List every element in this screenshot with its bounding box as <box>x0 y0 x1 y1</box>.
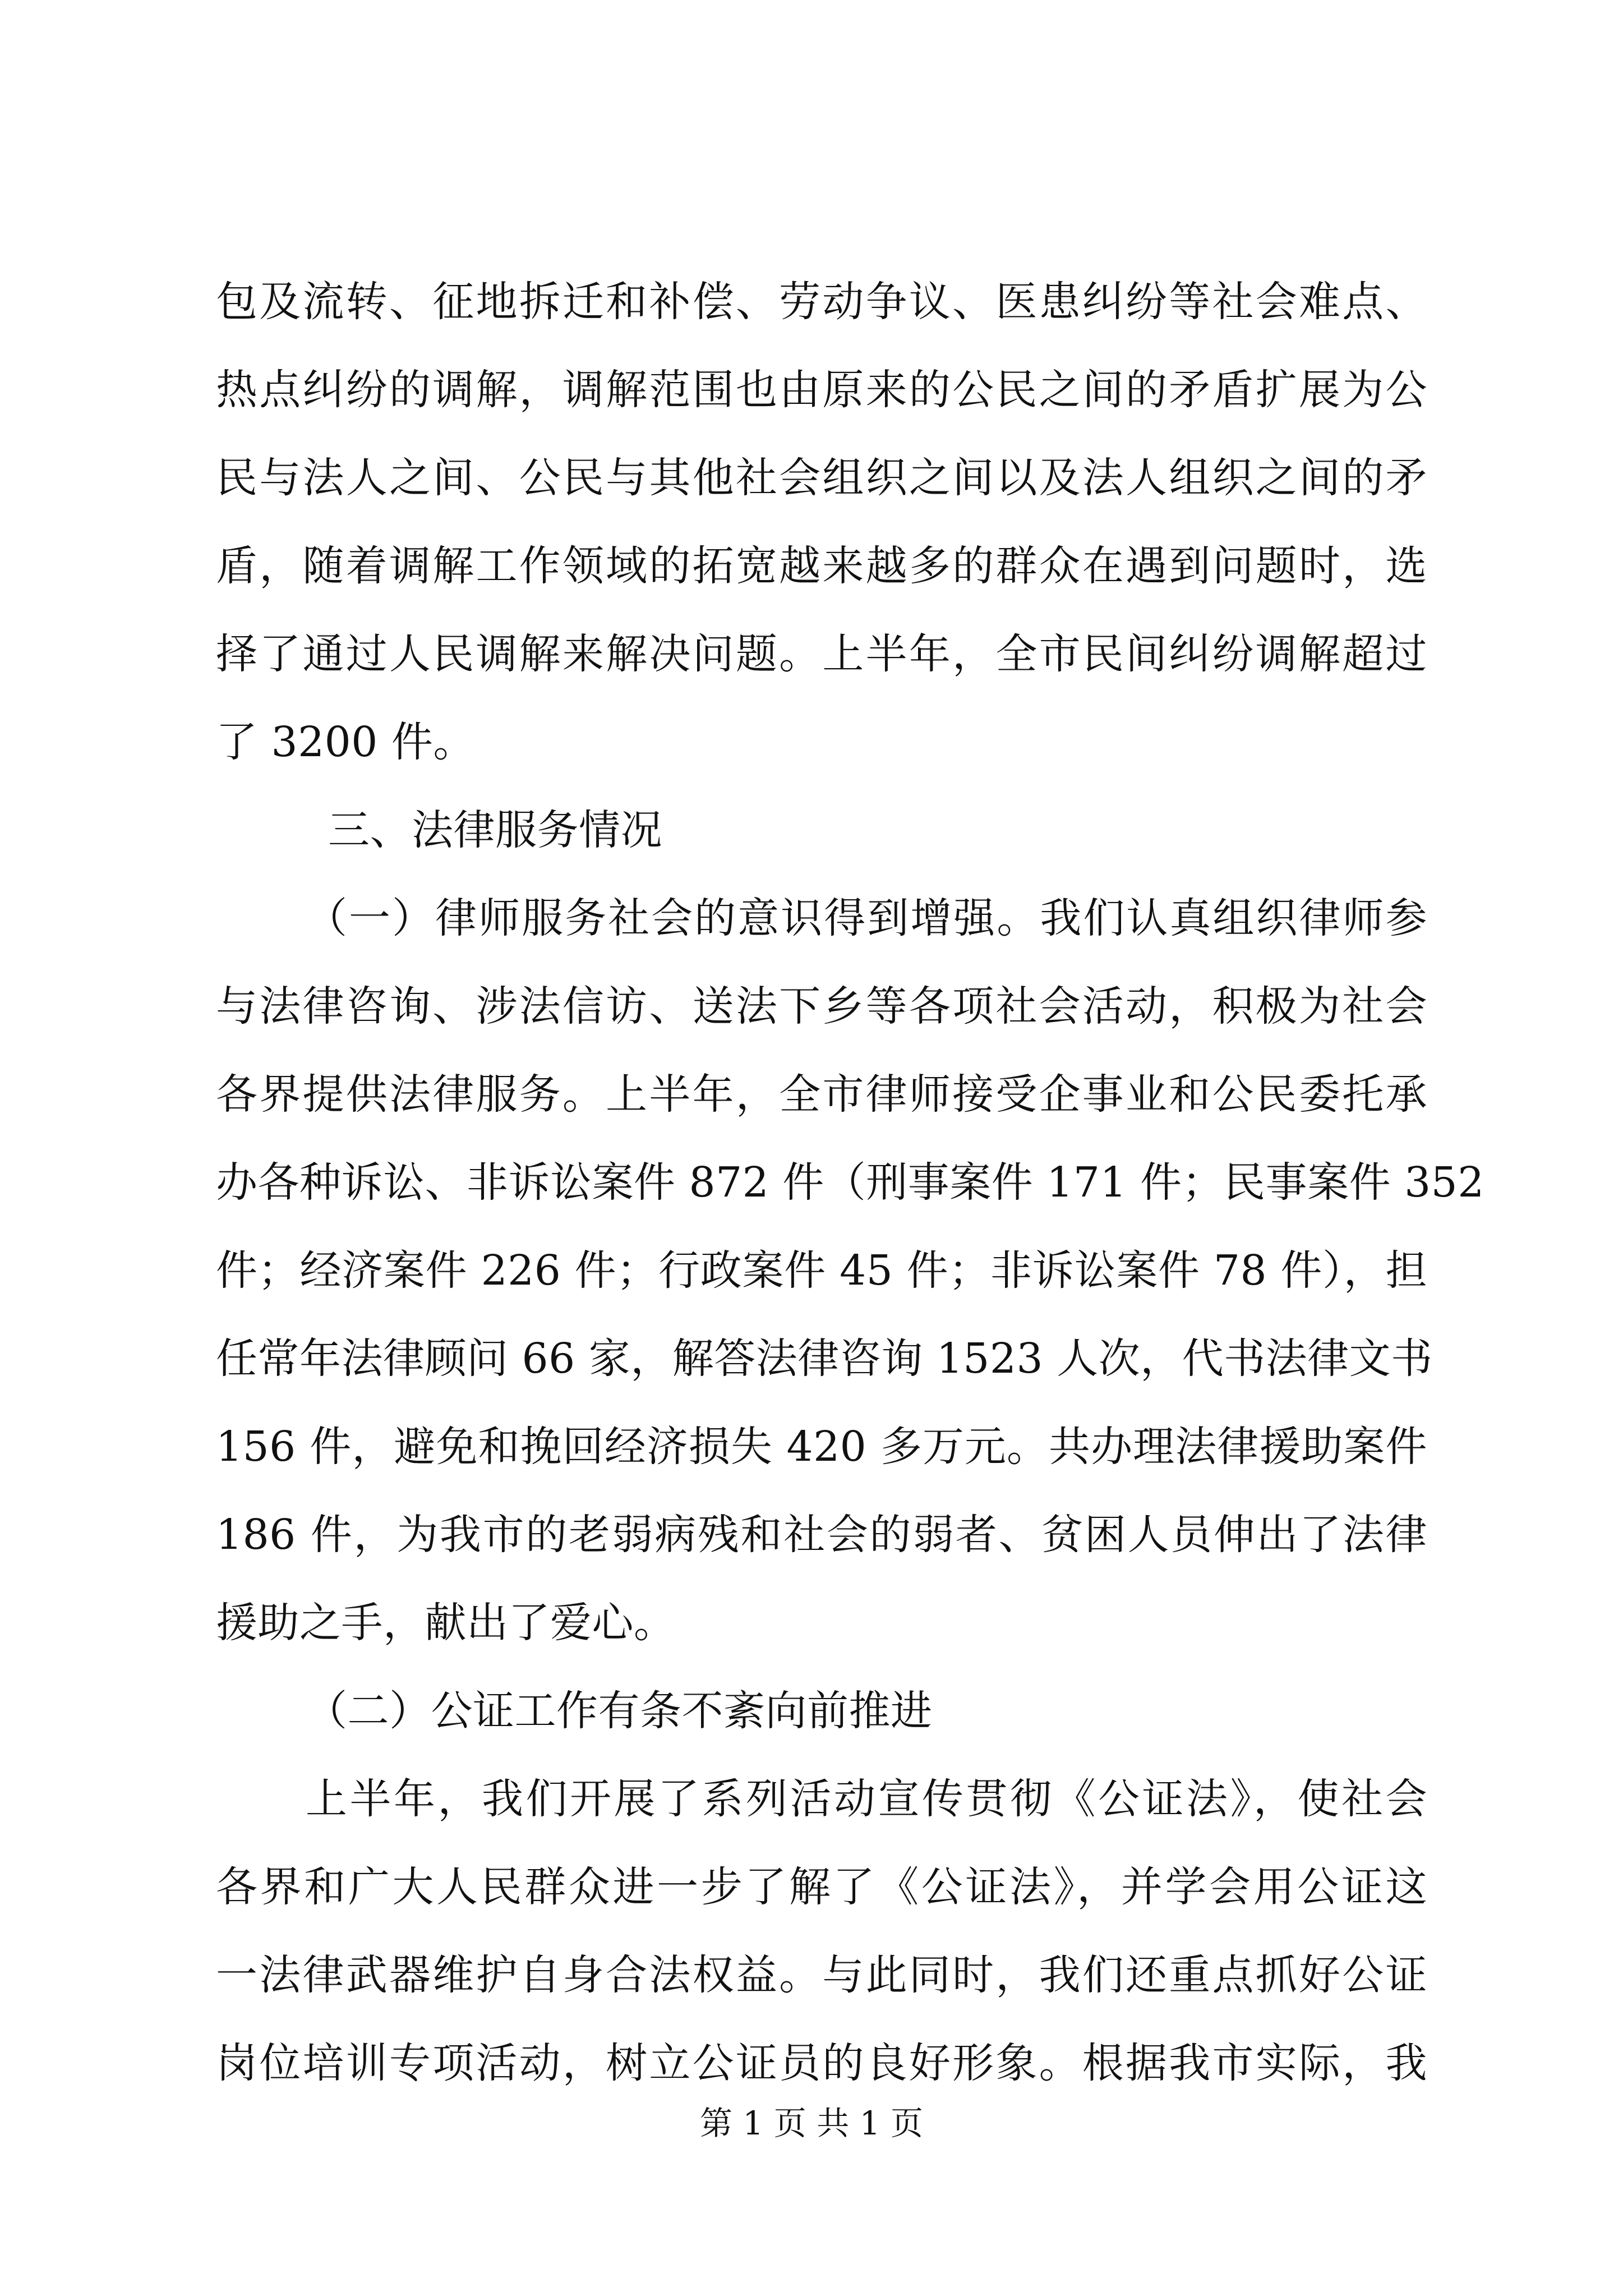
text-line: 一法律武器维护自身合法权益。与此同时，我们还重点抓好公证 <box>216 1951 1427 1999</box>
text-line: 各界提供法律服务。上半年，全市律师接受企事业和公民委托承 <box>216 1070 1427 1119</box>
text-line: 包及流转、征地拆迁和补偿、劳动争议、医患纠纷等社会难点、 <box>216 278 1427 326</box>
section-heading: 三、法律服务情况 <box>328 806 662 854</box>
text-line: 各界和广大人民群众进一步了解了《公证法》，并学会用公证这 <box>216 1863 1427 1911</box>
text-line: 上半年，我们开展了系列活动宣传贯彻《公证法》，使社会 <box>306 1775 1427 1823</box>
subsection-heading-line: （一）律师服务社会的意识得到增强。我们认真组织律师参 <box>306 894 1427 942</box>
text-line: 热点纠纷的调解，调解范围也由原来的公民之间的矛盾扩展为公 <box>216 366 1427 414</box>
text-line: 与法律咨询、涉法信访、送法下乡等各项社会活动，积极为社会 <box>216 982 1427 1030</box>
text-line: 岗位培训专项活动，树立公证员的良好形象。根据我市实际，我 <box>216 2039 1427 2087</box>
text-line: 了 3200 件。 <box>216 718 475 766</box>
text-line: 办各种诉讼、非诉讼案件 872 件（刑事案件 171 件；民事案件 352 <box>216 1158 1484 1207</box>
text-line: 盾，随着调解工作领域的拓宽越来越多的群众在遇到问题时，选 <box>216 542 1427 590</box>
text-line: 民与法人之间、公民与其他社会组织之间以及法人组织之间的矛 <box>216 454 1427 502</box>
text-line: 186 件，为我市的老弱病残和社会的弱者、贫困人员伸出了法律 <box>216 1511 1427 1559</box>
text-line: 援助之手，献出了爱心。 <box>216 1599 676 1647</box>
document-body <box>216 258 1484 2108</box>
text-line: 择了通过人民调解来解决问题。上半年，全市民间纠纷调解超过 <box>216 630 1427 678</box>
page-number-footer: 第 1 页 共 1 页 <box>700 2104 923 2142</box>
text-line: 任常年法律顾问 66 家，解答法律咨询 1523 人次，代书法律文书 <box>216 1335 1433 1383</box>
text-line: 件；经济案件 226 件；行政案件 45 件；非诉讼案件 78 件），担 <box>216 1246 1427 1295</box>
subsection-heading: （二）公证工作有条不紊向前推进 <box>306 1687 933 1735</box>
text-line: 156 件，避免和挽回经济损失 420 多万元。共办理法律援助案件 <box>216 1423 1427 1471</box>
